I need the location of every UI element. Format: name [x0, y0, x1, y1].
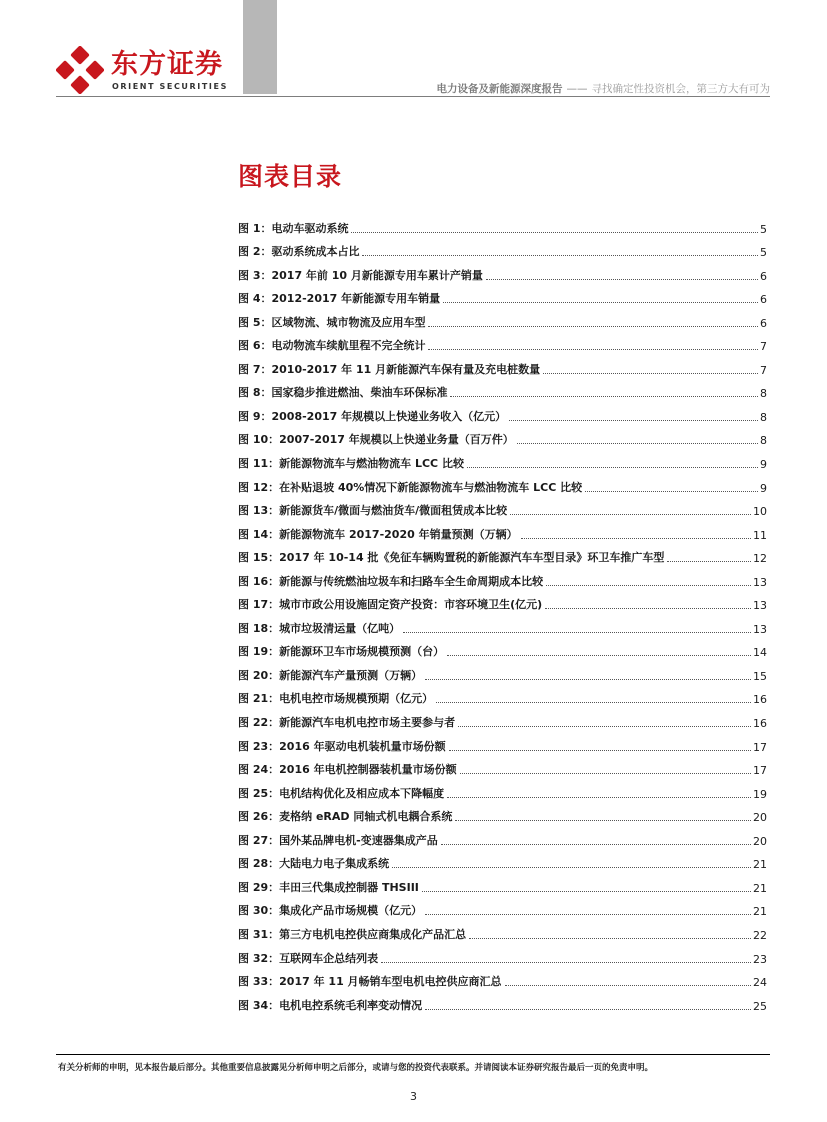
toc-entry[interactable]	[238, 306, 767, 330]
toc-dot-leader	[447, 655, 751, 656]
toc-dot-leader	[449, 750, 751, 751]
toc-entry[interactable]	[238, 966, 767, 990]
toc-entry-label: 图 11：新能源物流车与燃油物流车 LCC 比较	[238, 457, 464, 471]
logo-english-name: ORIENT SECURITIES	[112, 82, 228, 91]
toc-dot-leader	[425, 914, 751, 915]
report-category: 电力设备及新能源深度报告	[436, 83, 563, 95]
toc-entry-page: 21	[753, 881, 767, 895]
logo-chinese-name: 东方证券	[111, 49, 223, 80]
toc-entry-label: 图 23：2016 年驱动电机装机量市场份额	[238, 739, 446, 753]
toc-entry[interactable]	[238, 330, 767, 354]
toc-entry[interactable]	[238, 471, 767, 495]
toc-entry[interactable]	[238, 683, 767, 707]
toc-entry-page: 6	[760, 269, 767, 283]
toc-entry[interactable]	[238, 801, 767, 825]
toc-entry-page: 9	[760, 458, 767, 472]
toc-list	[238, 212, 767, 1013]
toc-dot-leader	[392, 867, 751, 868]
toc-entry-label: 图 6：电动物流车续航里程不完全统计	[238, 339, 426, 353]
page-number: 3	[410, 1090, 417, 1103]
toc-entry-page: 15	[753, 669, 767, 683]
toc-entry-label: 图 2：驱动系统成本占比	[238, 245, 360, 259]
toc-entry[interactable]	[238, 565, 767, 589]
toc-entry-label: 图 31：第三方电机电控供应商集成化产品汇总	[238, 927, 467, 941]
toc-entry-label: 图 30：集成化产品市场规模（亿元）	[238, 904, 423, 918]
toc-entry[interactable]	[238, 236, 767, 260]
toc-dot-leader	[455, 820, 751, 821]
toc-entry[interactable]	[238, 918, 767, 942]
toc-entry-page: 14	[753, 646, 767, 660]
toc-entry[interactable]	[238, 895, 767, 919]
toc-entry[interactable]	[238, 824, 767, 848]
toc-entry-label: 图 1：电动车驱动系统	[238, 221, 349, 235]
toc-entry[interactable]	[238, 942, 767, 966]
toc-entry[interactable]	[238, 400, 767, 424]
toc-entry-page: 12	[753, 552, 767, 566]
toc-entry-page: 8	[760, 410, 767, 424]
toc-dot-leader	[450, 396, 758, 397]
toc-entry-label: 图 16：新能源与传统燃油垃圾车和扫路车全生命周期成本比较	[238, 574, 544, 588]
toc-entry-page: 13	[753, 575, 767, 589]
toc-entry[interactable]	[238, 447, 767, 471]
toc-entry-label: 图 12：在补贴退坡 40%情况下新能源物流车与燃油物流车 LCC 比较	[238, 480, 583, 494]
toc-entry[interactable]	[238, 353, 767, 377]
toc-entry[interactable]	[238, 424, 767, 448]
toc-dot-leader	[585, 491, 758, 492]
toc-entry-page: 8	[760, 387, 767, 401]
toc-entry[interactable]	[238, 589, 767, 613]
toc-entry-label: 图 29：丰田三代集成控制器 THSIII	[238, 880, 419, 894]
toc-entry[interactable]	[238, 495, 767, 519]
toc-dot-leader	[521, 538, 751, 539]
toc-dot-leader	[403, 632, 751, 633]
toc-entry-label: 图 33：2017 年 11 月畅销车型电机电控供应商汇总	[238, 975, 502, 989]
toc-entry-page: 23	[753, 952, 767, 966]
toc-entry-page: 20	[753, 834, 767, 848]
toc-entry-label: 图 9：2008-2017 年规模以上快递业务收入（亿元）	[238, 409, 507, 423]
toc-entry[interactable]	[238, 871, 767, 895]
toc-entry-page: 17	[753, 740, 767, 754]
header-divider	[56, 96, 770, 97]
toc-dot-leader	[509, 420, 758, 421]
toc-entry-label: 图 13：新能源货车/微面与燃油货车/微面租赁成本比较	[238, 504, 508, 518]
toc-entry-page: 6	[760, 293, 767, 307]
toc-dot-leader	[469, 938, 751, 939]
toc-entry-page: 16	[753, 693, 767, 707]
toc-entry-page: 9	[760, 481, 767, 495]
toc-dot-leader	[458, 726, 751, 727]
toc-dot-leader	[428, 349, 758, 350]
toc-entry-label: 图 24：2016 年电机控制器装机量市场份额	[238, 763, 457, 777]
toc-dot-leader	[546, 585, 751, 586]
toc-dot-leader	[543, 373, 758, 374]
toc-entry-page: 16	[753, 717, 767, 731]
toc-entry-page: 21	[753, 905, 767, 919]
toc-dot-leader	[460, 773, 751, 774]
toc-entry[interactable]	[238, 730, 767, 754]
toc-entry[interactable]	[238, 848, 767, 872]
toc-entry-label: 图 7：2010-2017 年 11 月新能源汽车保有量及充电桩数量	[238, 362, 541, 376]
toc-entry-label: 图 34：电机电控系统毛利率变动情况	[238, 998, 423, 1012]
toc-entry-label: 图 14：新能源物流车 2017-2020 年销量预测（万辆）	[238, 527, 518, 541]
toc-entry[interactable]	[238, 259, 767, 283]
toc-entry-label: 图 10：2007-2017 年规模以上快递业务量（百万件）	[238, 433, 514, 447]
toc-entry-page: 21	[753, 858, 767, 872]
toc-entry[interactable]	[238, 777, 767, 801]
toc-dot-leader	[486, 279, 758, 280]
toc-entry-label: 图 21：电机电控市场规模预期（亿元）	[238, 692, 434, 706]
toc-entry[interactable]	[238, 377, 767, 401]
toc-entry-label: 图 22：新能源汽车电机电控市场主要参与者	[238, 716, 456, 730]
toc-entry-label: 图 4：2012-2017 年新能源专用车销量	[238, 292, 441, 306]
title-separator: ——	[566, 83, 588, 95]
toc-entry[interactable]	[238, 636, 767, 660]
toc-entry-page: 7	[760, 340, 767, 354]
toc-dot-leader	[441, 844, 751, 845]
toc-entry-page: 11	[753, 528, 767, 542]
toc-entry-label: 图 8：国家稳步推进燃油、柴油车环保标准	[238, 386, 448, 400]
toc-dot-leader	[351, 232, 758, 233]
toc-entry-label: 图 25：电机结构优化及相应成本下降幅度	[238, 786, 445, 800]
toc-entry-page: 24	[753, 976, 767, 990]
header-gray-band	[243, 0, 277, 94]
toc-entry[interactable]	[238, 706, 767, 730]
toc-entry[interactable]	[238, 542, 767, 566]
report-title	[437, 81, 771, 96]
toc-dot-leader	[447, 797, 751, 798]
toc-entry-page: 5	[760, 222, 767, 236]
footer-disclaimer: 有关分析师的申明，见本报告最后部分。其他重要信息披露见分析师申明之后部分，或请与您的投资代表联系。并请阅读本证券研究报告最后一页的免责申明。	[58, 1063, 654, 1073]
toc-entry-label: 图 18：城市垃圾清运量（亿吨）	[238, 621, 401, 635]
toc-entry[interactable]	[238, 212, 767, 236]
toc-entry-page: 13	[753, 622, 767, 636]
toc-entry-label: 图 17：城市市政公用设施固定资产投资：市容环境卫生(亿元)	[238, 598, 543, 612]
toc-dot-leader	[428, 326, 758, 327]
toc-entry[interactable]	[238, 989, 767, 1013]
toc-entry-label: 图 27：国外某品牌电机-变速器集成产品	[238, 833, 438, 847]
toc-entry[interactable]	[238, 659, 767, 683]
toc-entry-label: 图 32：互联网车企总结列表	[238, 951, 379, 965]
orient-logo-icon	[56, 46, 104, 94]
toc-entry-label: 图 3：2017 年前 10 月新能源专用车累计产销量	[238, 268, 483, 282]
toc-entry-label: 图 28：大陆电力电子集成系统	[238, 857, 390, 871]
toc-dot-leader	[425, 1009, 751, 1010]
toc-dot-leader	[425, 679, 751, 680]
toc-dot-leader	[422, 891, 751, 892]
toc-entry-page: 19	[753, 787, 767, 801]
toc-entry-page: 22	[753, 928, 767, 942]
toc-dot-leader	[467, 467, 758, 468]
toc-entry-page: 7	[760, 363, 767, 377]
toc-dot-leader	[510, 514, 751, 515]
toc-dot-leader	[667, 561, 751, 562]
toc-entry[interactable]	[238, 612, 767, 636]
toc-entry-page: 25	[753, 999, 767, 1013]
toc-entry-page: 6	[760, 316, 767, 330]
toc-entry-page: 13	[753, 599, 767, 613]
toc-entry-page: 5	[760, 246, 767, 260]
toc-entry[interactable]	[238, 518, 767, 542]
toc-entry[interactable]	[238, 754, 767, 778]
report-subtitle: 寻找确定性投资机会，第三方大有可为	[591, 83, 770, 95]
toc-entry-label: 图 26：麦格纳 eRAD 同轴式机电耦合系统	[238, 810, 453, 824]
toc-entry-label: 图 15：2017 年 10-14 批《免征车辆购置税的新能源汽车车型目录》环卫车推广车型	[238, 551, 665, 565]
toc-dot-leader	[436, 702, 751, 703]
toc-entry-label: 图 5：区域物流、城市物流及应用车型	[238, 315, 426, 329]
toc-dot-leader	[443, 302, 758, 303]
toc-entry[interactable]	[238, 283, 767, 307]
toc-entry-label: 图 19：新能源环卫车市场规模预测（台）	[238, 645, 445, 659]
toc-entry-page: 8	[760, 434, 767, 448]
toc-dot-leader	[381, 962, 751, 963]
toc-entry-page: 20	[753, 811, 767, 825]
toc-dot-leader	[517, 443, 758, 444]
toc-dot-leader	[505, 985, 751, 986]
toc-entry-label: 图 20：新能源汽车产量预测（万辆）	[238, 668, 423, 682]
toc-dot-leader	[545, 608, 751, 609]
footer-divider	[56, 1054, 770, 1055]
toc-entry-page: 17	[753, 764, 767, 778]
toc-entry-page: 10	[753, 505, 767, 519]
toc-dot-leader	[362, 255, 758, 256]
toc-heading: 图表目录	[238, 162, 343, 191]
